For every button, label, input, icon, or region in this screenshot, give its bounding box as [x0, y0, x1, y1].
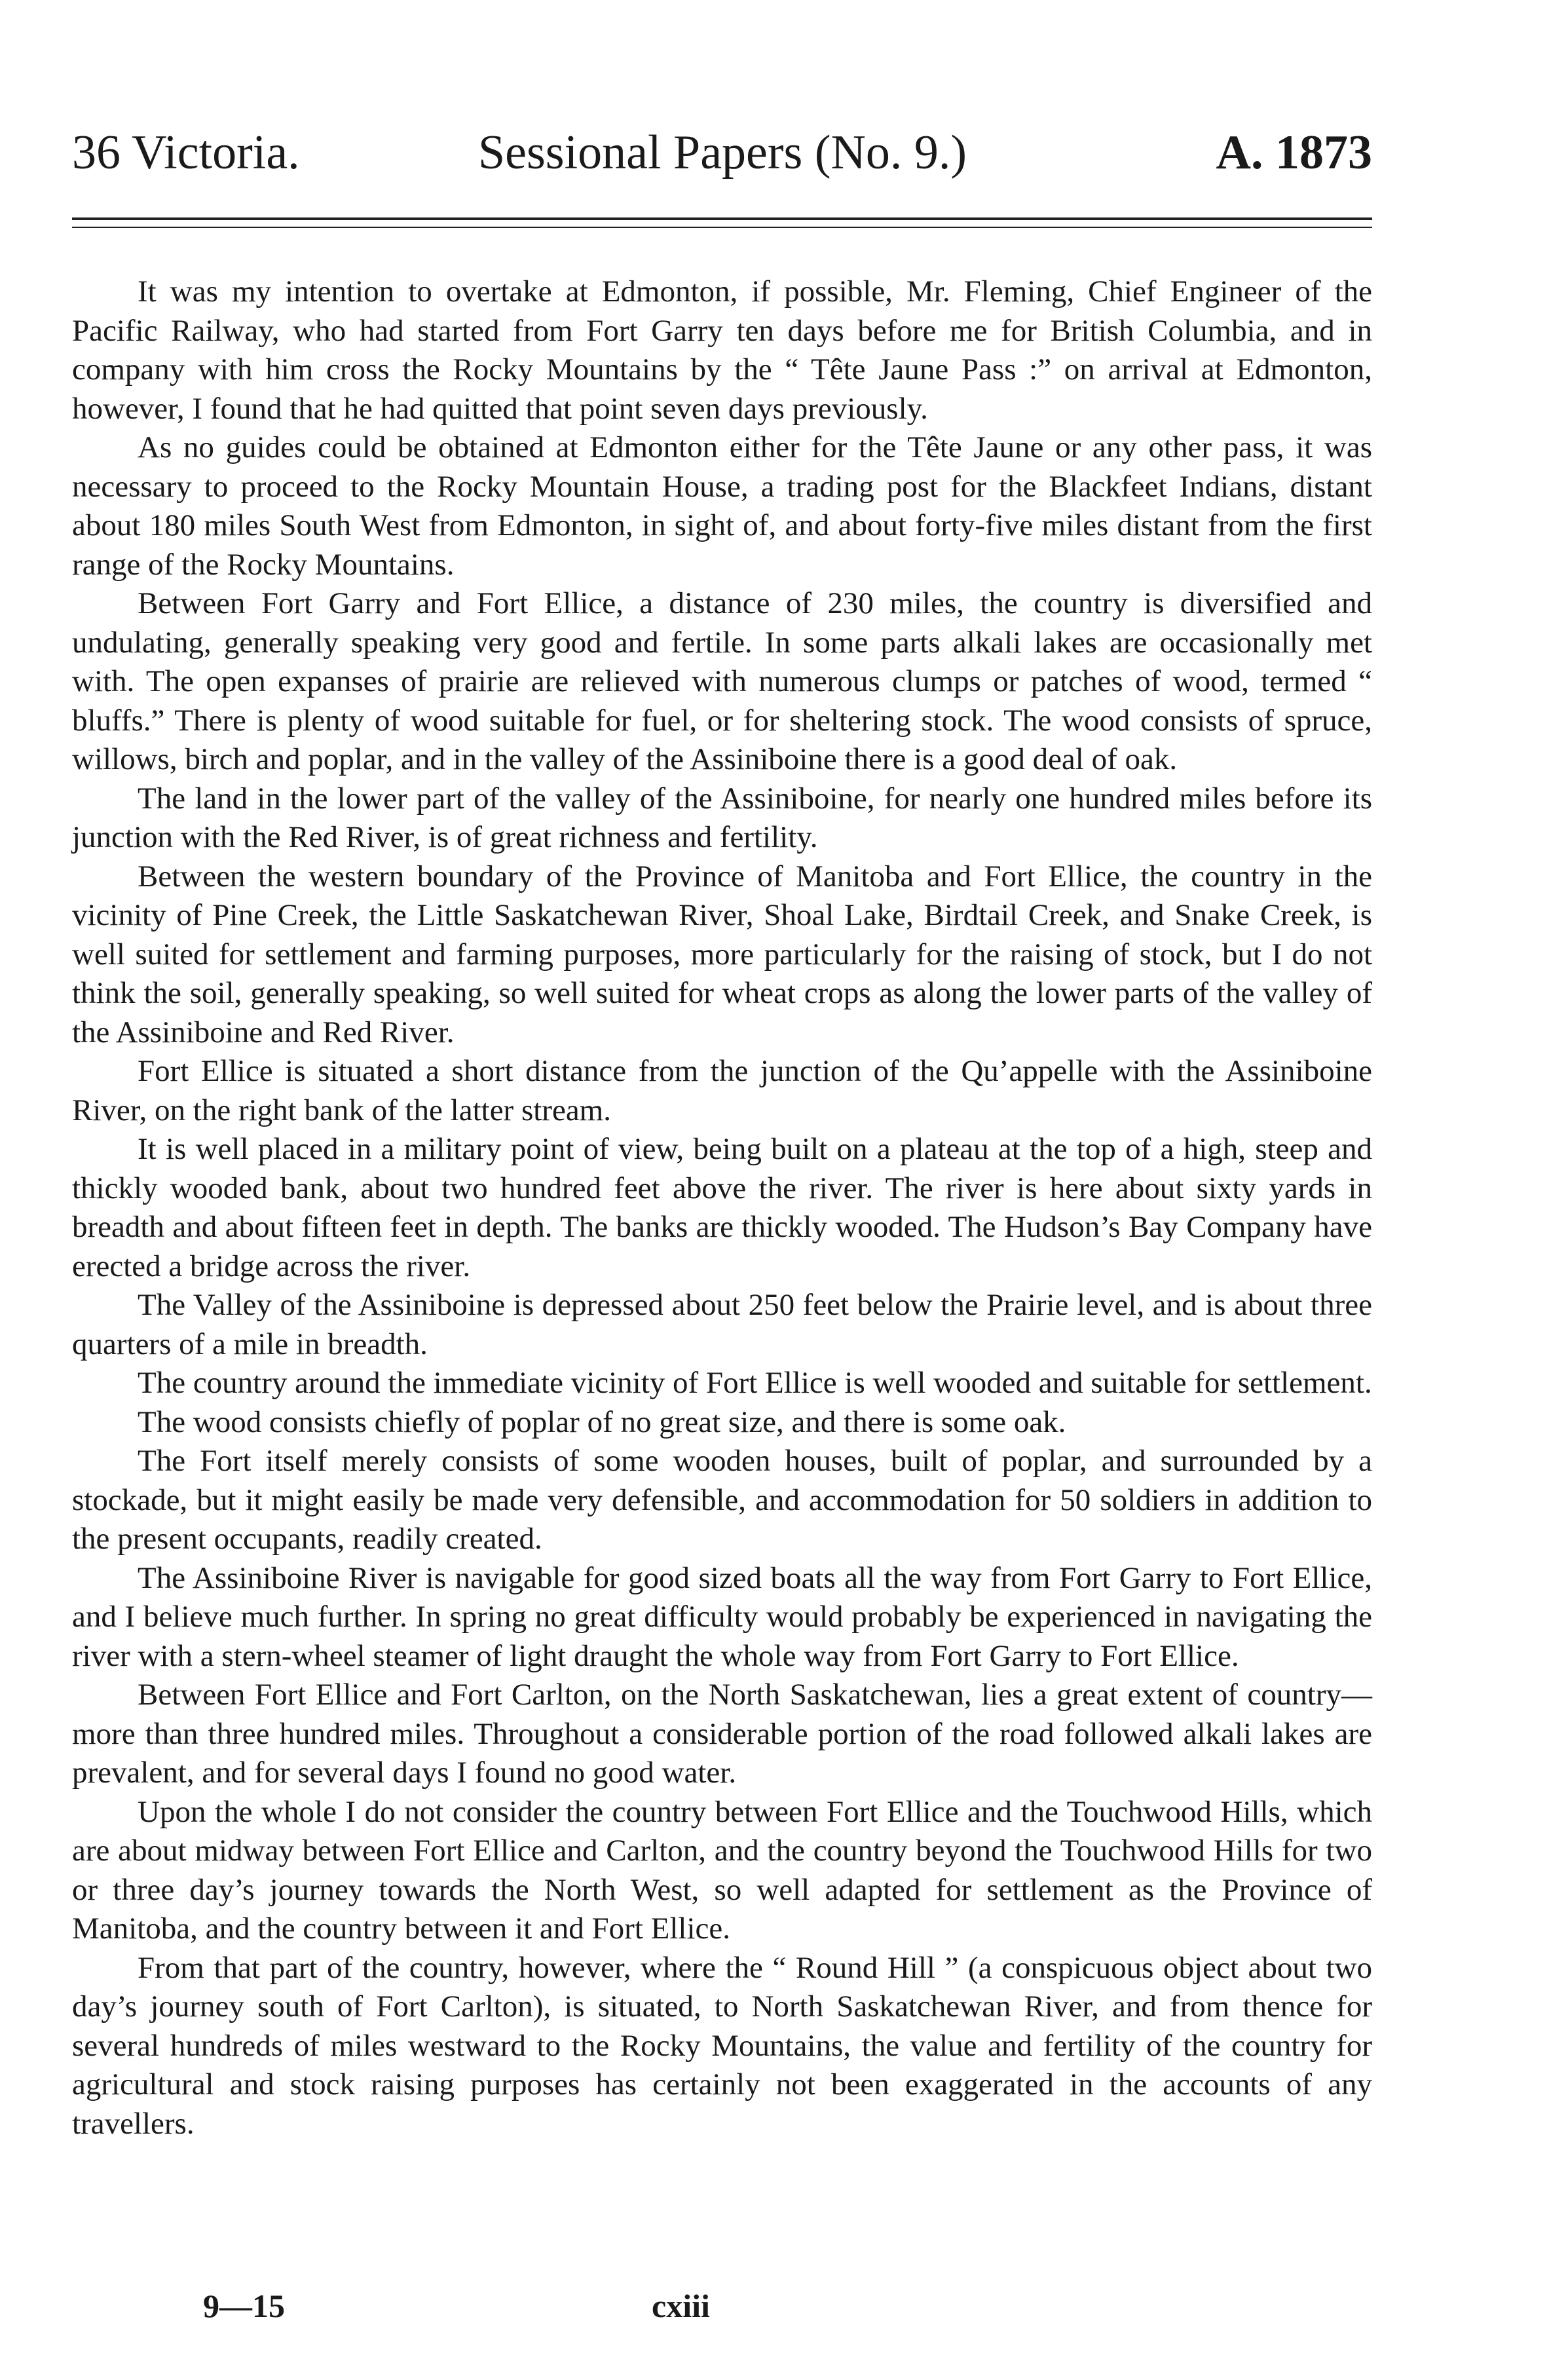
paragraph: The Assiniboine River is navigable for good sized boats all the way from Fort Garry to Fort Ellice, and I believe much further. In spring no great difficulty would probably be experienced in navigating the river with a stern-wheel steamer of light draught the whole way from Fort Garry to Fort Ellice. — [72, 1560, 1372, 1673]
paragraph: The country around the immediate vicinity of Fort Ellice is well wooded and suitable for settlement. — [138, 1366, 1372, 1400]
paragraph: As no guides could be obtained at Edmonton either for the Tête Jaune or any other pass, it was necessary to proceed to the Rocky Mountain House, a trading post for the Blackfeet Indians, distant about 180 miles South West from Edmonton, in sight of, and about forty-five miles distant from the first range of the Rocky Mountains. — [72, 430, 1372, 582]
header-rule-thin — [72, 227, 1372, 228]
header-rule-thick — [72, 217, 1372, 220]
paragraph: Between Fort Garry and Fort Ellice, a distance of 230 miles, the country is diversified and undulating, generally speaking very good and fertile. In some parts alkali lakes are occasionally met with. The open expanses of prairie are relieved with numerous clumps or patches of wood, termed “ bluffs.” There is plenty of wood suitable for fuel, or for sheltering stock. The wood consists of spruce, willows, birch and poplar, and in the valley of the Assiniboine there is a good deal of oak. — [72, 586, 1372, 776]
header-session: 36 Victoria. — [72, 126, 300, 179]
page-footer — [72, 2280, 1372, 2332]
paragraph: The land in the lower part of the valley of the Assiniboine, for nearly one hundred miles before its junction with the Red River, is of great richness and fertility. — [72, 781, 1372, 854]
paragraph: Fort Ellice is situated a short distance from the junction of the Qu’appelle with the Assiniboine River, on the right bank of the latter stream. — [72, 1054, 1372, 1127]
paragraph: The Valley of the Assiniboine is depressed about 250 feet below the Prairie level, and is about three quarters of a mile in breadth. — [72, 1288, 1372, 1361]
paragraph: The Fort itself merely consists of some wooden houses, built of poplar, and surrounded by a stockade, but it might easily be made very defensible, and accommodation for 50 soldiers in addition to the present occupants, readily created. — [72, 1444, 1372, 1556]
paragraph: From that part of the country, however, where the “ Round Hill ” (a conspicuous object about two day’s journey south of Fort Carlton), is situated, to North Saskatchewan River, and from thence for several hundreds of miles westward to the Rocky Mountains, the value and fertility of the country for agricultural and stock raising purposes has certainly not been exaggerated in the accounts of any travellers. — [72, 1950, 1372, 2141]
page-number: cxiii — [652, 2288, 710, 2324]
paragraph: The wood consists chiefly of poplar of no great size, and there is some oak. — [138, 1404, 1066, 1439]
paragraph: It is well placed in a military point of view, being built on a plateau at the top of a high, steep and thickly wooded bank, about two hundred feet above the river. The river is here about sixty yards in breadth and about fifteen feet in depth. The banks are thickly wooded. The Hudson’s Bay Company have erected a bridge across the river. — [72, 1132, 1372, 1283]
signature-mark: 9—15 — [203, 2288, 285, 2324]
paragraph: Upon the whole I do not consider the country between Fort Ellice and the Touchwood Hills, which are about midway between Fort Ellice and Carlton, and the country beyond the Touchwood Hills for two or three day’s journey towards the North West, so well adapted for settlement as the Province of Manitoba, and the country between it and Fort Ellice. — [72, 1794, 1372, 1946]
page-header — [72, 117, 1372, 189]
header-year: A. 1873 — [1216, 126, 1372, 179]
body-text — [72, 273, 1372, 2143]
paragraph: It was my intention to overtake at Edmonton, if possible, Mr. Fleming, Chief Engineer of the Pacific Railway, who had started from Fort Garry ten days before me for British Columbia, and in company with him cross the Rocky Mountains by the “ Tête Jaune Pass :” on arrival at Edmonton, however, I found that he had quitted that point seven days previously. — [72, 274, 1372, 426]
paragraph: Between the western boundary of the Province of Manitoba and Fort Ellice, the country in the vicinity of Pine Creek, the Little Saskatchewan River, Shoal Lake, Birdtail Creek, and Snake Creek, is well suited for settlement and farming purposes, more particularly for the raising of stock, but I do not think the soil, generally speaking, so well suited for wheat crops as along the lower parts of the valley of the Assiniboine and Red River. — [72, 859, 1372, 1049]
header-title: Sessional Papers (No. 9.) — [478, 126, 967, 179]
paragraph: Between Fort Ellice and Fort Carlton, on the North Saskatchewan, lies a great extent of country—more than three hundred miles. Throughout a considerable portion of the road followed alkali lakes are prevalent, and for several days I found no good water. — [72, 1678, 1372, 1790]
